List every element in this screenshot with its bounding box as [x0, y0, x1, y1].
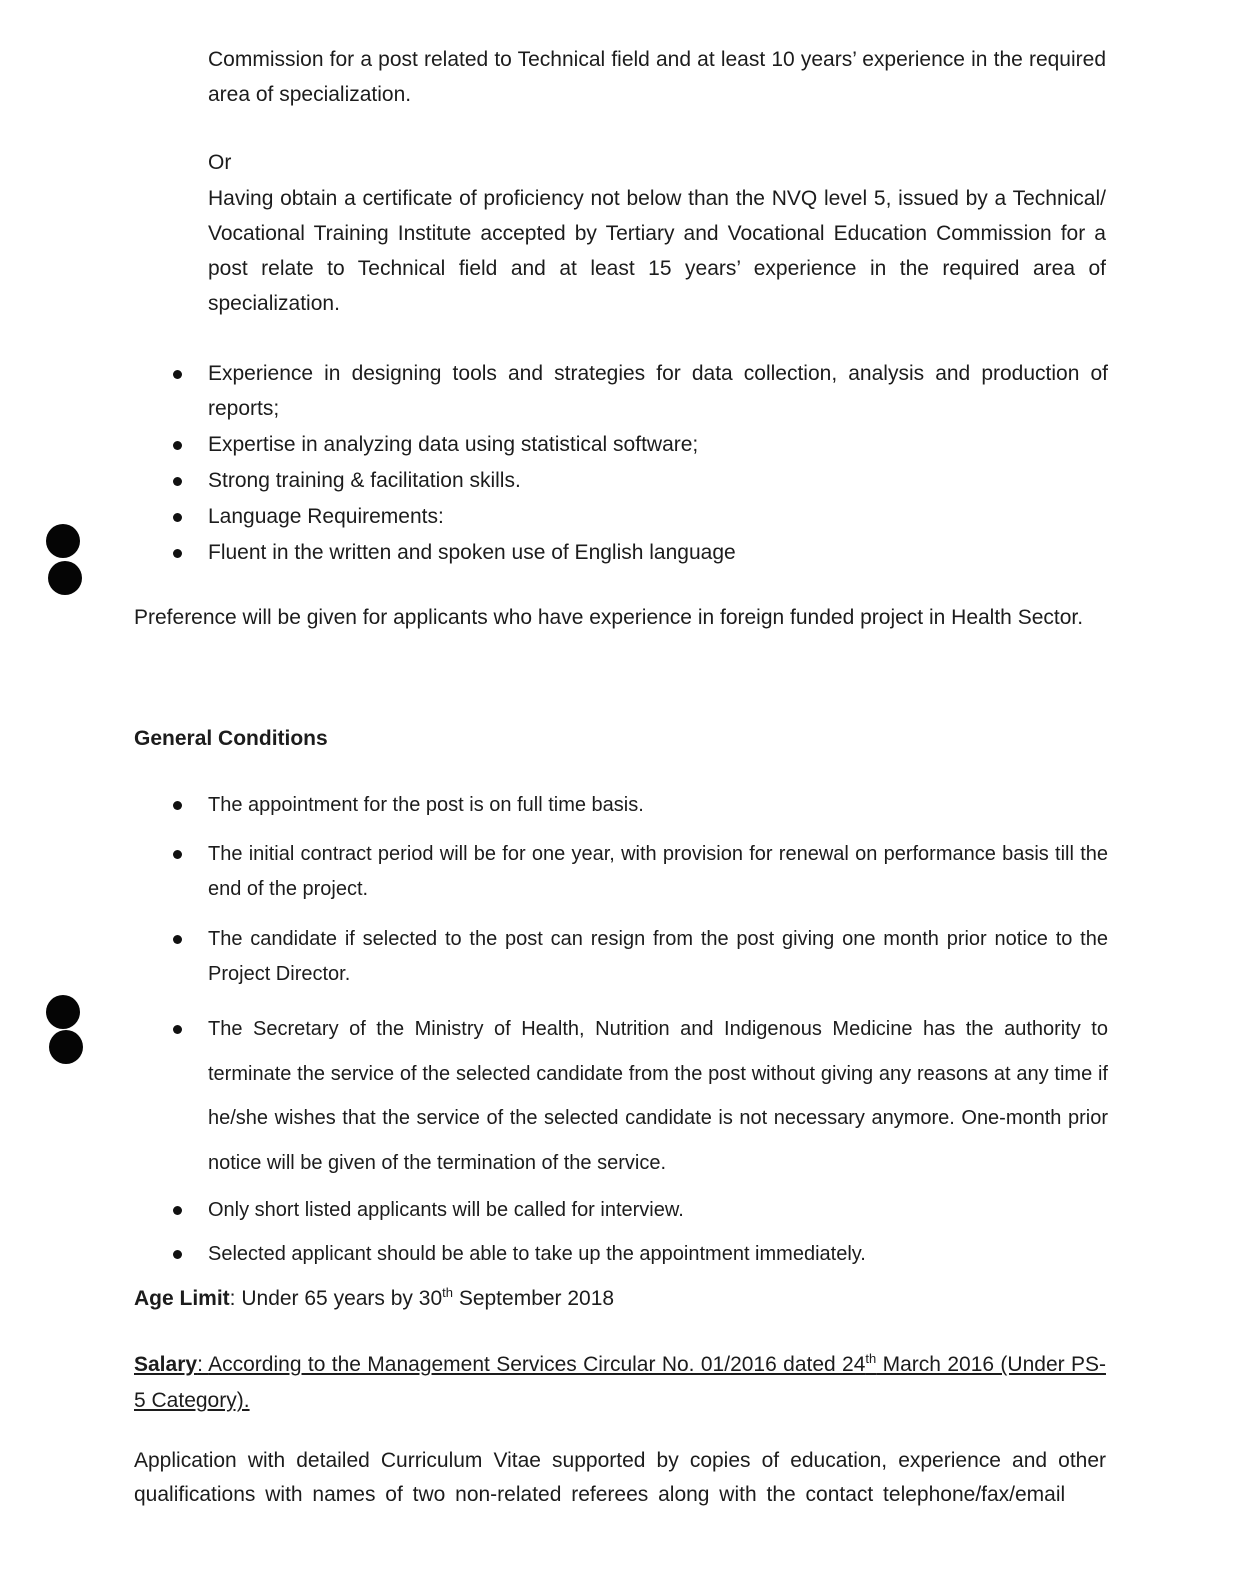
preference-paragraph: Preference will be given for applicants who have experience in foreign funded project in Health Sector.	[134, 606, 1084, 629]
bullet-icon	[173, 1025, 182, 1034]
punch-hole-icon	[49, 1030, 83, 1064]
or-separator: Or	[208, 151, 232, 174]
list-item: The appointment for the post is on full time basis.	[168, 788, 1108, 823]
list-item: Experience in designing tools and strategies for data collection, analysis and production of reports;	[168, 356, 1108, 426]
salary-sup: th	[865, 1351, 877, 1366]
bullet-icon	[173, 549, 182, 558]
application-paragraph: Application with detailed Curriculum Vitae supported by copies of education, experience and other qualifications with names of two non-related referees along with the contact telephone/fax/email	[134, 1449, 1106, 1506]
bullet-icon	[173, 513, 182, 522]
bullet-icon	[173, 850, 182, 859]
salary-text: According to the Management Services Circular No. 01/2016 dated 24	[208, 1353, 866, 1376]
bullet-icon	[173, 477, 182, 486]
age-limit-sup: th	[442, 1285, 453, 1300]
list-item: Strong training & facilitation skills.	[168, 463, 1108, 498]
bullet-icon	[173, 441, 182, 450]
general-conditions-list	[168, 788, 1108, 1272]
age-limit-line: Age Limit: Under 65 years by 30th September 2018	[134, 1285, 615, 1310]
bullet-icon	[173, 1206, 182, 1215]
list-item: The candidate if selected to the post can resign from the post giving one month prior notice to the Project Director.	[168, 922, 1108, 992]
salary-text-after: March 2016 (Under PS-5 Category).	[134, 1353, 1106, 1412]
age-limit-text-after: September 2018	[452, 1287, 615, 1310]
bullet-icon	[173, 1250, 182, 1259]
requirements-list	[168, 356, 1108, 570]
punch-hole-icon	[46, 995, 80, 1029]
list-item: Language Requirements:	[168, 499, 1108, 534]
bullet-icon	[173, 801, 182, 810]
salary-line: Salary: According to the Management Services Circular No. 01/2016 dated 24th March 2016 (Under PS-5 Category).	[134, 1351, 1106, 1412]
list-item: The initial contract period will be for one year, with provision for renewal on performance basis till the end of the project.	[168, 837, 1108, 907]
list-item: The Secretary of the Ministry of Health, Nutrition and Indigenous Medicine has the authority to terminate the service of the selected candidate from the post without giving any reasons at any time if he/she wishes that the service of the selected candidate is not necessary anymore. One-month prior notice will be given of the termination of the service.	[168, 1007, 1108, 1185]
list-item: Expertise in analyzing data using statistical software;	[168, 427, 1108, 462]
age-limit-label: Age Limit	[134, 1287, 230, 1310]
qualification-continuation: Commission for a post related to Technical field and at least 10 years’ experience in the required area of specialization.	[208, 48, 1106, 106]
punch-hole-icon	[46, 524, 80, 558]
salary-label: Salary	[134, 1353, 198, 1376]
section-heading: General Conditions	[134, 727, 328, 750]
list-item: Selected applicant should be able to take up the appointment immediately.	[168, 1237, 1108, 1272]
bullet-icon	[173, 935, 182, 944]
punch-hole-icon	[48, 561, 82, 595]
list-item: Fluent in the written and spoken use of English language	[168, 535, 1108, 570]
bullet-icon	[173, 370, 182, 379]
list-item: Only short listed applicants will be called for interview.	[168, 1193, 1108, 1228]
alternative-qualification: Having obtain a certificate of proficiency not below than the NVQ level 5, issued by a Technical/ Vocational Training Institute accepted by Tertiary and Vocational Education Commission for a post relate to Technical field and at least 15 years’ experience in the required area of specialization.	[208, 187, 1106, 315]
age-limit-text: Under 65 years by 30	[241, 1287, 443, 1310]
